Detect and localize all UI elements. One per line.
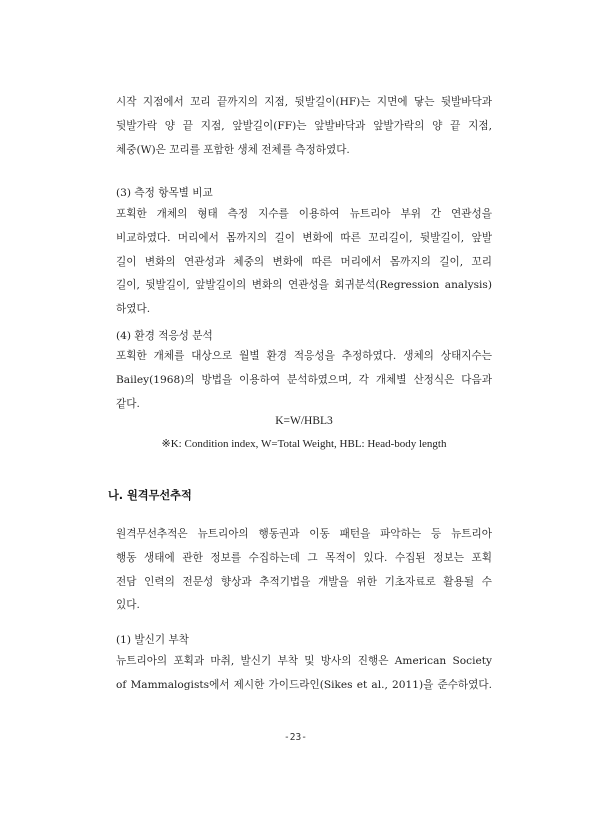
text-line: 뒷발가락 양 끝 지점, 앞발길이(FF)는 앞발바닥과 앞발가락의 양 끝 지점, [116,119,492,132]
text-line: 행동 생태에 관한 정보를 수집하는데 그 목적이 있다. 수집된 정보는 포획 [116,551,492,564]
text-line: 체중(W)은 꼬리를 포함한 생체 전체를 측정하였다. [116,143,350,156]
subheading-transmitter-attachment: (1) 발신기 부착 [116,634,189,646]
formula-note: ※K: Condition index, W=Total Weight, HBL: Head-body length [161,438,447,450]
text-line: 길이 변화의 연관성과 체중의 변화에 따른 머리에서 몸까지의 길이, 꼬리 [116,255,492,268]
text-line: Bailey(1968)의 방법을 이용하여 분석하였으며, 각 개체별 산정식은 다음과 [116,373,492,386]
paragraph-environment-adaptability [116,345,492,416]
text-line: 원격무선추적은 뉴트리아의 행동권과 이동 패턴을 파악하는 등 뉴트리아 [116,528,492,540]
condition-index-formula: K=W/HBL3 [275,415,333,427]
text-line: 전담 인력의 전문성 향상과 추적기법을 개발을 위한 기초자료로 활용될 수 [116,575,492,588]
text-line: 시작 지점에서 꼬리 끝까지의 지점, 뒷발길이(HF)는 지면에 닿는 뒷발바닥과 [116,96,492,108]
paragraph-transmitter-attachment [116,650,492,698]
text-line: 있다. [116,599,140,612]
paragraph-item-comparison [116,203,492,322]
subheading-item-comparison: (3) 측정 항목별 비교 [116,187,213,199]
text-line: 뉴트리아의 포획과 마취, 발신기 부착 및 방사의 진행은 American Society [116,655,492,667]
text-line: 포획한 개체를 대상으로 월별 환경 적응성을 추정하였다. 생체의 상태지수는 [116,350,492,362]
page-number: -23- [284,732,307,743]
paragraph-radio-tracking [116,523,492,618]
paragraph-measurement-definitions [116,91,492,162]
text-line: 길이, 뒷발길이, 앞발길이의 변화의 연관성을 회귀분석(Regression analysis) [116,279,492,292]
text-line: 하였다. [116,303,151,316]
text-line: of Mammalogists에서 제시한 가이드라인(Sikes et al., 2011)을 준수하였다. [116,678,492,691]
subheading-environment-adaptability: (4) 환경 적응성 분석 [116,330,213,342]
text-line: 포획한 개체의 형태 측정 지수를 이용하여 뉴트리아 부위 간 연관성을 [116,208,492,220]
text-line: 같다. [116,397,140,410]
section-title-radio-tracking: 나. 원격무선추적 [108,489,192,502]
text-line: 비교하였다. 머리에서 몸까지의 길이 변화에 따른 꼬리길이, 뒷발길이, 앞발 [116,231,492,244]
